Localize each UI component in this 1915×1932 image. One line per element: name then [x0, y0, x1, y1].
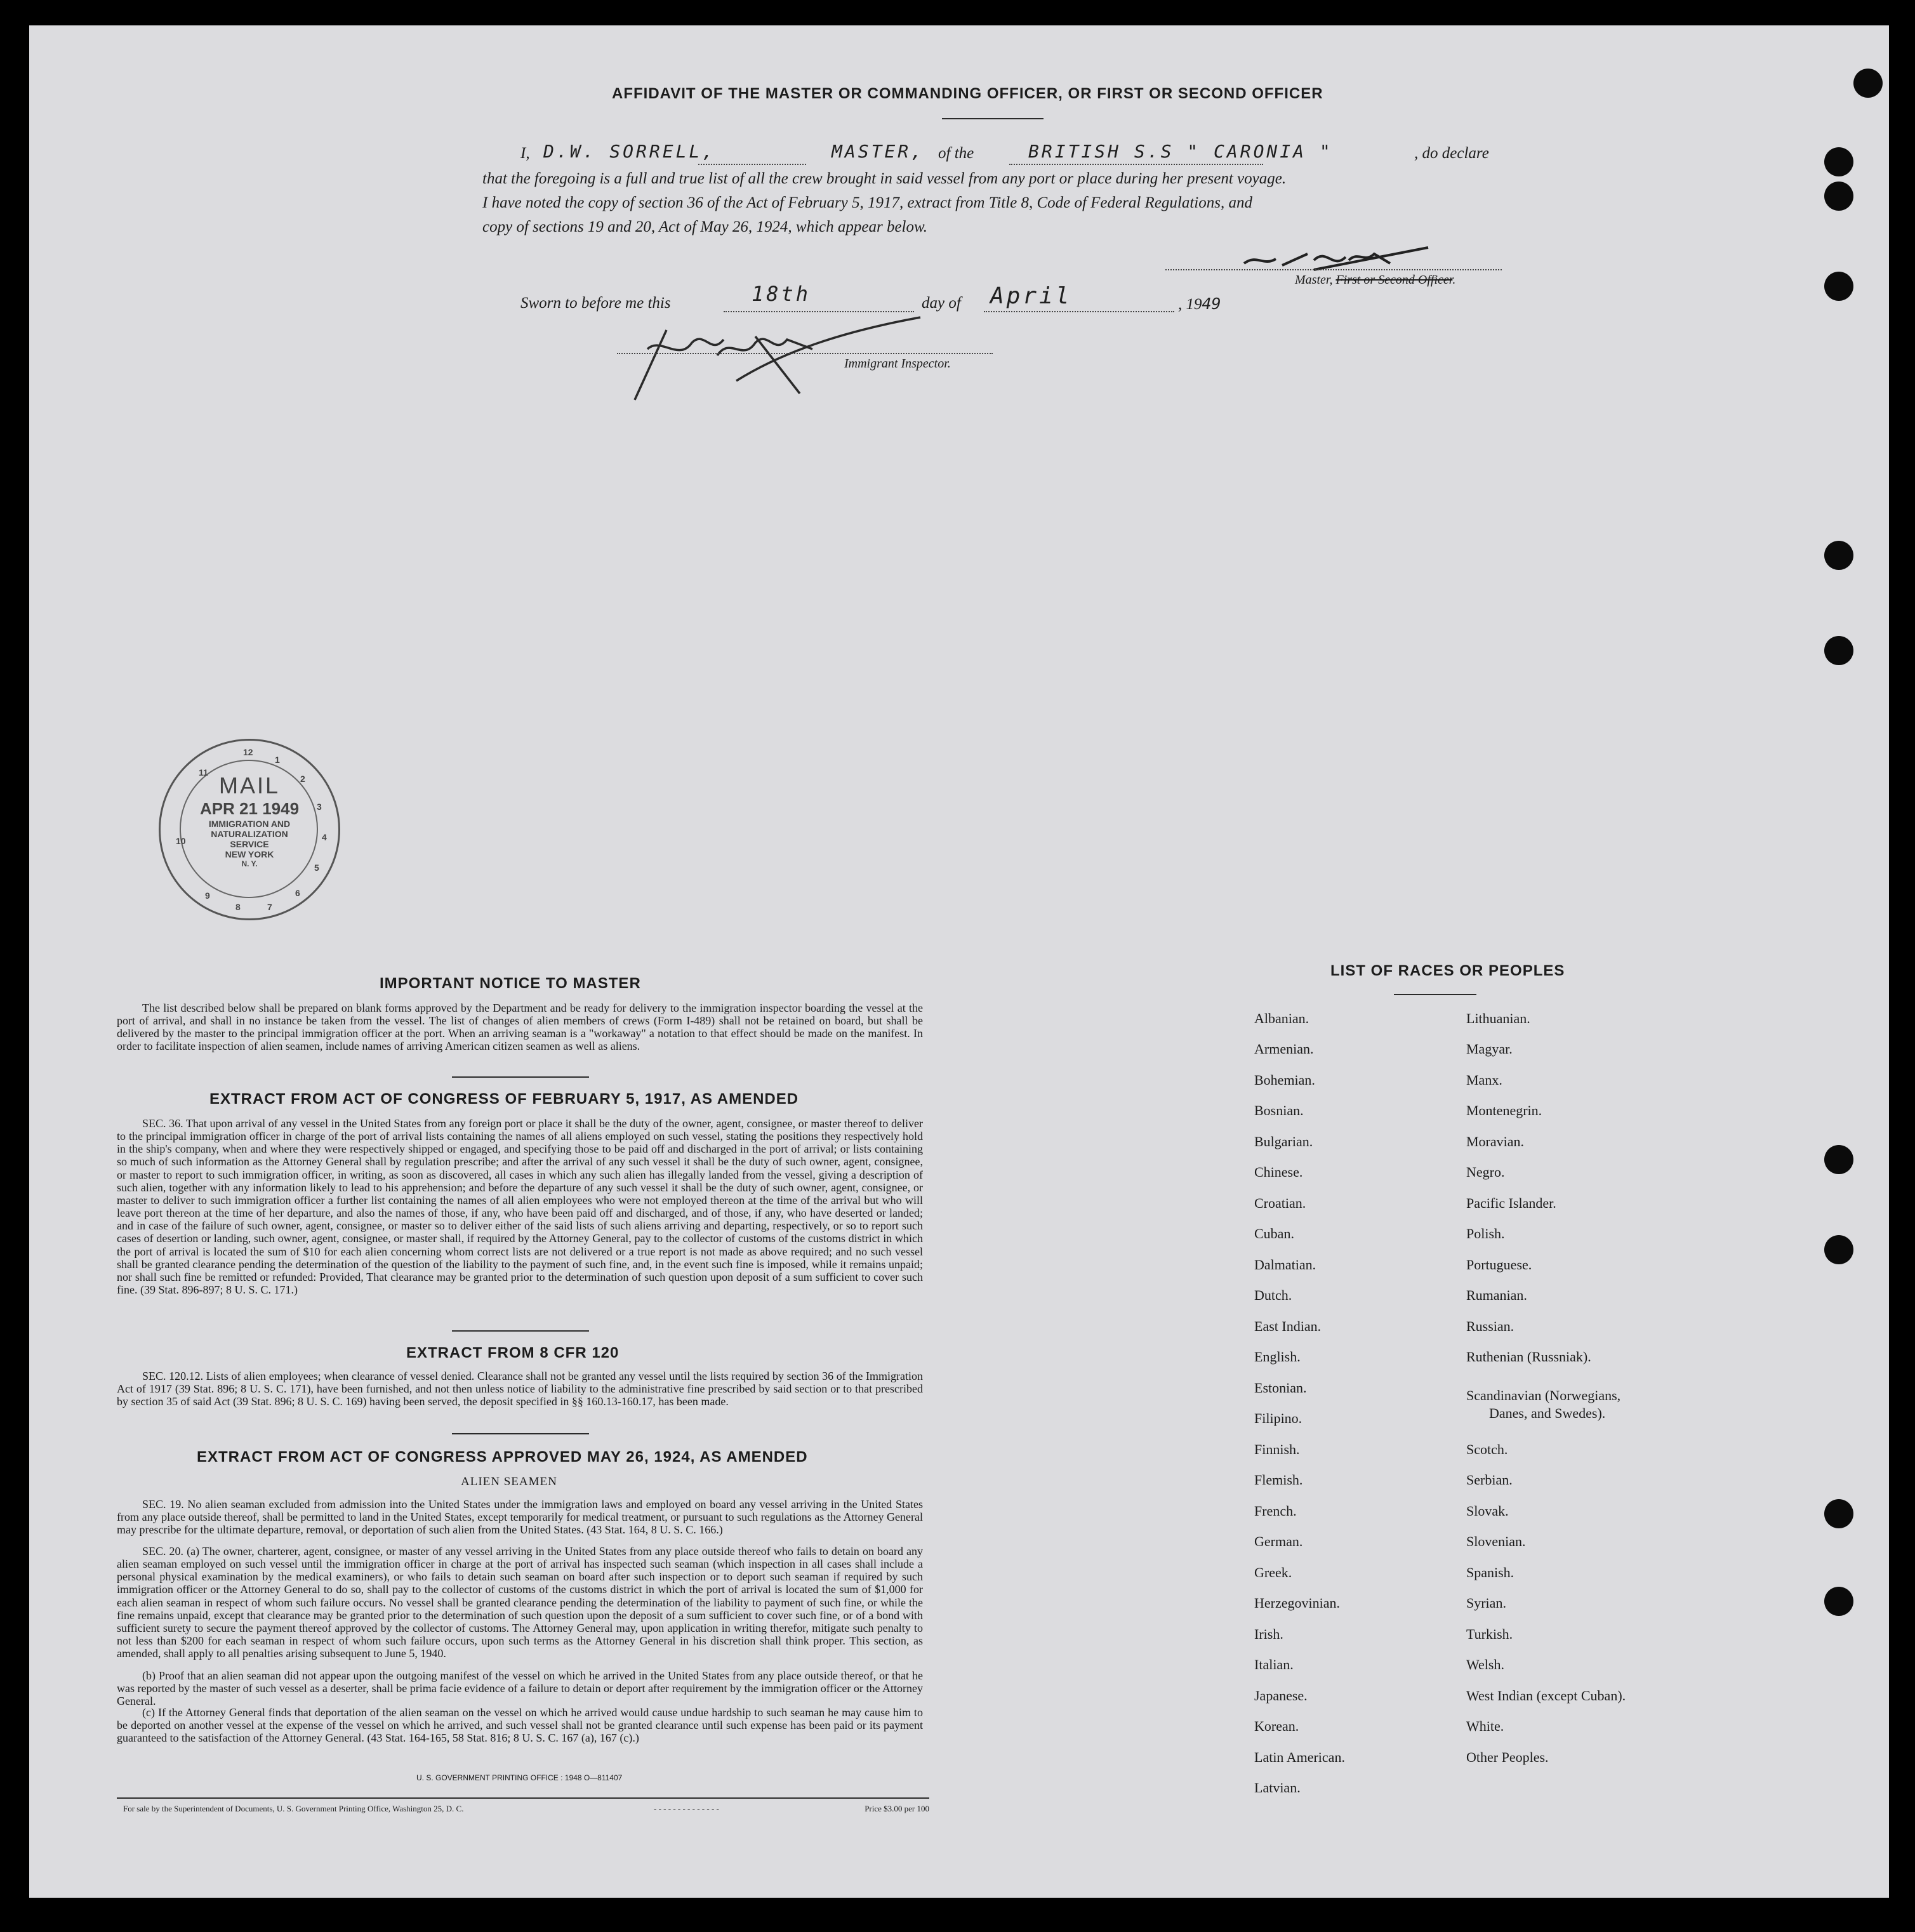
sec20b-text: (b) Proof that an alien seaman did not appear upon the outgoing manifest of the vessel on which he arrived in the United States from any place outside thereof, or that he was reported by the master of such vessel as a deserter, shall be prima facie evidence of a failure to detain or deport after requirement by the immigration officer or the Attorney General.: [117, 1669, 923, 1708]
stamp-number: 5: [314, 863, 319, 873]
races-title: LIST OF RACES OR PEOPLES: [1330, 962, 1565, 979]
year-suffix: 49: [1202, 294, 1221, 313]
binder-hole: [1824, 147, 1853, 176]
race-item: Negro.: [1466, 1164, 1505, 1180]
stamp-number: 8: [235, 902, 241, 912]
footer-rule: [117, 1797, 929, 1799]
race-item: Estonian.: [1254, 1380, 1307, 1396]
extract-1924-title: EXTRACT FROM ACT OF CONGRESS APPROVED MAY 26, 1924, AS AMENDED: [197, 1448, 808, 1466]
footer-dots: - - - - - - - - - - - - - -: [654, 1804, 719, 1813]
race-item: Polish.: [1466, 1226, 1505, 1241]
struck-officer-label: First or Second Officer: [1335, 273, 1453, 287]
extract-cfr-title: EXTRACT FROM 8 CFR 120: [406, 1344, 620, 1361]
binder-hole: [1824, 541, 1853, 570]
race-item: Scandinavian (Norwegians,: [1466, 1387, 1621, 1403]
race-item: Portuguese.: [1466, 1257, 1532, 1273]
divider: [452, 1433, 589, 1434]
race-item: Welsh.: [1466, 1657, 1504, 1672]
binder-hole: [1824, 1499, 1853, 1528]
notice-title: IMPORTANT NOTICE TO MASTER: [380, 975, 641, 992]
divider: [942, 118, 1044, 119]
race-item: English.: [1254, 1349, 1301, 1365]
stamp-agency-1: IMMIGRATION AND: [208, 819, 291, 829]
stamp-state: N. Y.: [241, 859, 258, 868]
sworn-day: 18th: [752, 282, 811, 306]
race-item: Bulgarian.: [1254, 1134, 1313, 1149]
race-item: German.: [1254, 1533, 1303, 1549]
binder-hole: [1824, 1145, 1853, 1174]
extract-1924-subtitle: ALIEN SEAMEN: [461, 1475, 557, 1488]
notice-text: The list described below shall be prepared on blank forms approved by the Department and be ready for delivery to the immigration inspector boarding the vessel at the port of arrival, and shall in no instance be taken from the vessel. The list of changes of alien members of crews (Form I-489) shall not be retained on board, but shall be delivered by the master to the principal immigration officer at the port. When an arriving seaman is a "workaway" a notation to that effect should be made on the manifest. In order to facilitate inspection of alien seamen, include names of arriving American citizen seamen as well as aliens.: [117, 1002, 923, 1053]
divider: [1394, 994, 1476, 995]
race-item: Scotch.: [1466, 1441, 1508, 1457]
stamp-number: 6: [295, 888, 300, 898]
race-item: Irish.: [1254, 1626, 1283, 1642]
declaration-line-2: that the foregoing is a full and true list of all the crew brought in said vessel from any port or place during her present voyage.: [482, 170, 1287, 187]
vessel-name: BRITISH S.S " CARONIA ": [1028, 141, 1333, 162]
race-item: Bohemian.: [1254, 1072, 1315, 1088]
race-item: White.: [1466, 1718, 1504, 1734]
stamp-number: 12: [243, 747, 253, 757]
race-item: Slovak.: [1466, 1503, 1509, 1519]
of-the-label: of the: [938, 145, 974, 162]
day-of-label: day of: [922, 294, 961, 312]
race-item: French.: [1254, 1503, 1297, 1519]
extract-cfr-text: SEC. 120.12. Lists of alien employees; when clearance of vessel denied. Clearance shall not be granted any vessel until the lists required by section 36 of the Immigration Act of 1917 (39 Stat. 896; 8 U. S. C. 171), have been furnished, and not then unless notice of liability to the administrative fine prescribed by said section or to that prescribed by section 35 of said Act (39 Stat. 896; 8 U. S. C. 169) having been served, the deposit specified in §§ 160.13-160.17, has been made.: [117, 1370, 923, 1408]
race-item: Greek.: [1254, 1565, 1292, 1580]
footer-price: Price $3.00 per 100: [865, 1804, 929, 1813]
binder-hole: [1853, 69, 1883, 98]
declaration-line-4: copy of sections 19 and 20, Act of May 26, 1924, which appear below.: [482, 218, 928, 235]
race-item: Flemish.: [1254, 1472, 1303, 1488]
race-item: Magyar.: [1466, 1041, 1513, 1057]
race-item: Bosnian.: [1254, 1102, 1304, 1118]
stamp-mail: MAIL: [218, 772, 281, 798]
dotted-rule: [984, 311, 1174, 312]
binder-hole: [1824, 1235, 1853, 1264]
master-caption-label: Master,: [1295, 273, 1333, 287]
stamp-number: 4: [322, 832, 327, 842]
stamp-agency-3: SERVICE: [230, 839, 269, 849]
affidavit-title: AFFIDAVIT OF THE MASTER OR COMMANDING OFFICER, OR FIRST OR SECOND OFFICER: [612, 85, 1323, 102]
race-item: Japanese.: [1254, 1688, 1308, 1704]
dotted-rule: [1009, 164, 1263, 165]
stamp-number: 10: [176, 836, 186, 846]
race-item: Other Peoples.: [1466, 1749, 1549, 1765]
race-item: Manx.: [1466, 1072, 1502, 1088]
divider: [452, 1076, 589, 1078]
do-declare-label: , do declare: [1414, 145, 1489, 162]
race-item: Korean.: [1254, 1718, 1299, 1734]
inspector-signature-line: [617, 353, 993, 354]
affidavit-declaration: [482, 141, 1511, 242]
master-caption: [1295, 273, 1455, 288]
race-item: Lithuanian.: [1466, 1010, 1530, 1026]
binder-hole: [1824, 272, 1853, 301]
race-item: Italian.: [1254, 1657, 1294, 1672]
inspector-caption: Immigrant Inspector.: [844, 357, 951, 371]
year-prefix: , 19: [1178, 296, 1202, 313]
declaration-line-3: I have noted the copy of section 36 of the Act of February 5, 1917, extract from Title 8, Code of Federal Regulations, and: [482, 194, 1252, 211]
master-rank: MASTER,: [832, 141, 925, 162]
master-name: D.W. SORRELL,: [543, 141, 716, 162]
race-item: Latvian.: [1254, 1780, 1301, 1796]
race-item: Dalmatian.: [1254, 1257, 1316, 1273]
race-item: Syrian.: [1466, 1595, 1506, 1611]
sec20a-text: SEC. 20. (a) The owner, charterer, agent, consignee, or master of any vessel arriving in the United States from any place outside thereof who fails to detain on board any alien seaman employed on such vessel until the immigration officer in charge at the port of arrival has inspected such seaman (which inspection in all cases shall include a personal physical examination by the medical examiners), or who fails to detain such seaman on board after such inspection or to deport such seaman if required by such immigration officer or the Attorney General to do so, shall pay to the collector of customs of the customs district in which the port of arrival is located the sum of $1,000 for each alien seaman in respect of whom such failure occurs. No vessel shall be granted clearance pending the determination of the liability to payment of such fine, or while the fine remains unpaid, except that clearance may be granted prior to the determination of such question upon the deposit of a sum sufficient to cover such fine, or of a bond with sufficient surety to secure the payment thereof approved by the collector of customs. The Attorney General may, upon application in writing therefor, mitigate such penalty to not less than $200 for each seaman in respect of whom such failure occurs, upon such terms as the Attorney General in his discretion shall think proper. This section, as amended, shall apply to all penalties arising subsequent to June 5, 1940.: [117, 1545, 923, 1660]
race-item: Armenian.: [1254, 1041, 1314, 1057]
race-item: Croatian.: [1254, 1195, 1306, 1211]
race-item: Serbian.: [1466, 1472, 1513, 1488]
stamp-city: NEW YORK: [225, 849, 274, 859]
footer-sale: [123, 1804, 929, 1814]
declaration-line-1: [482, 141, 1511, 170]
footer-left: For sale by the Superintendent of Documents, U. S. Government Printing Office, Washington 25, D. C.: [123, 1804, 464, 1813]
stamp-number: 3: [317, 802, 322, 812]
binder-hole: [1824, 1587, 1853, 1616]
race-item: Ruthenian (Russniak).: [1466, 1349, 1591, 1365]
stamp-number: 1: [275, 755, 280, 765]
extract-1917-text: SEC. 36. That upon arrival of any vessel in the United States from any foreign port or place it shall be the duty of the owner, agent, consignee, or master thereof to deliver to the principal immigration officer in charge of the port of arrival lists containing the names of all aliens employed on such vessel, stating the positions they respectively hold in the ship's company, when and where they were respectively shipped or engaged, and specifying those to be paid off and discharged in the port of arrival; or lists containing so much of such information as the Attorney General shall by regulation prescribe; and after the arrival of any such vessel it shall be the duty of such owner, agent, consignee, or master to report to such immigration officer, in writing, as soon as discovered, all cases in which any such alien has illegally landed from the vessel, giving a description of such alien, together with any information likely to lead to his apprehension; and before the departure of any such vessel it shall be the duty of such owner, agent, consignee, or master to deliver to such immigration officer a further list containing the names of all alien employees who were not employed thereon at the time of the arrival but who will leave port thereon at the time of her departure, and also the names of those, if any, who have been paid off and discharged, and of those, if any, who have deserted or landed; and in case of the failure of such owner, agent, consignee, or master so to deliver either of the said lists of such aliens arriving and departing, respectively, or so to report such cases of desertion or landing, such owner, agent, consignee, or master shall, if required by the Attorney General, pay to the collector of customs of the customs district in which the port of arrival is located the sum of $10 for each alien concerning whom correct lists are not delivered or a true report is not made as above required; and no such vessel shall be granted clearance pending the determination of the question of the liability to the payment of such fine, and, in the event such fine is imposed, while it remains unpaid; nor shall such fine be remitted or refunded: Provided, That clearance may be granted prior to the determination of such question upon deposit of a sum sufficient to cover such fine. (39 Stat. 896-897; 8 U. S. C. 171.): [117, 1117, 923, 1297]
race-item: Turkish.: [1466, 1626, 1513, 1642]
binder-hole: [1824, 636, 1853, 665]
stamp-ring-numbers: [161, 741, 338, 918]
race-item: Slovenian.: [1466, 1533, 1526, 1549]
race-item: Latin American.: [1254, 1749, 1345, 1765]
year-label: [1178, 294, 1221, 314]
sworn-month: April: [990, 283, 1072, 309]
race-item: Herzegovinian.: [1254, 1595, 1340, 1611]
declaration-i: I,: [520, 145, 530, 162]
race-item: Spanish.: [1466, 1565, 1514, 1580]
sec20c-text: (c) If the Attorney General finds that deportation of the alien seaman on the vessel on which he arrived would cause undue hardship to such seaman he may cause him to be deported on another vessel at the expense of the vessel on which he arrived, and such vessel shall not be granted clearance until such expense has been paid or its payment guaranteed to the satisfaction of the Attorney General. (43 Stat. 164-165, 58 Stat. 816; 8 U. S. C. 167 (a), 167 (c).): [117, 1706, 923, 1745]
race-item: East Indian.: [1254, 1318, 1322, 1334]
stamp-agency-2: NATURALIZATION: [211, 829, 288, 839]
race-item: Albanian.: [1254, 1010, 1309, 1026]
race-item: Cuban.: [1254, 1226, 1294, 1241]
sworn-label: Sworn to before me this: [520, 294, 671, 312]
sec19-text: SEC. 19. No alien seaman excluded from admission into the United States under the immigration laws and employed on board any vessel arriving in the United States from any place outside thereof, shall be permitted to land in the United States, except temporarily for medical treatment, or pursuant to such regulations as the Attorney General may prescribe for the ultimate departure, removal, or deportation of such alien from the United States. (43 Stat. 164, 8 U. S. C. 166.): [117, 1498, 923, 1537]
race-item-continued: Danes, and Swedes).: [1489, 1405, 1606, 1421]
gpo-imprint: U. S. GOVERNMENT PRINTING OFFICE : 1948 O—811407: [416, 1773, 623, 1782]
race-item: Russian.: [1466, 1318, 1514, 1334]
race-item: Rumanian.: [1466, 1287, 1527, 1303]
stamp-number: 2: [300, 774, 305, 784]
race-item: Chinese.: [1254, 1164, 1303, 1180]
mail-received-stamp: [159, 739, 340, 920]
stamp-date: APR 21 1949: [199, 799, 300, 818]
race-item: Montenegrin.: [1466, 1102, 1542, 1118]
race-item: Dutch.: [1254, 1287, 1292, 1303]
caption-period: .: [1452, 273, 1456, 287]
dotted-rule: [698, 164, 806, 165]
stamp-number: 7: [267, 902, 272, 912]
binder-hole: [1824, 182, 1853, 211]
race-item: Moravian.: [1466, 1134, 1525, 1149]
stamp-number: 11: [199, 767, 208, 777]
signature-line: [1165, 269, 1502, 270]
extract-1917-title: EXTRACT FROM ACT OF CONGRESS OF FEBRUARY 5, 1917, AS AMENDED: [209, 1090, 799, 1108]
race-item: Pacific Islander.: [1466, 1195, 1556, 1211]
race-item: Finnish.: [1254, 1441, 1300, 1457]
race-item: West Indian (except Cuban).: [1466, 1688, 1626, 1704]
race-item: Filipino.: [1254, 1410, 1302, 1426]
stamp-number: 9: [205, 890, 210, 901]
divider: [452, 1330, 589, 1332]
